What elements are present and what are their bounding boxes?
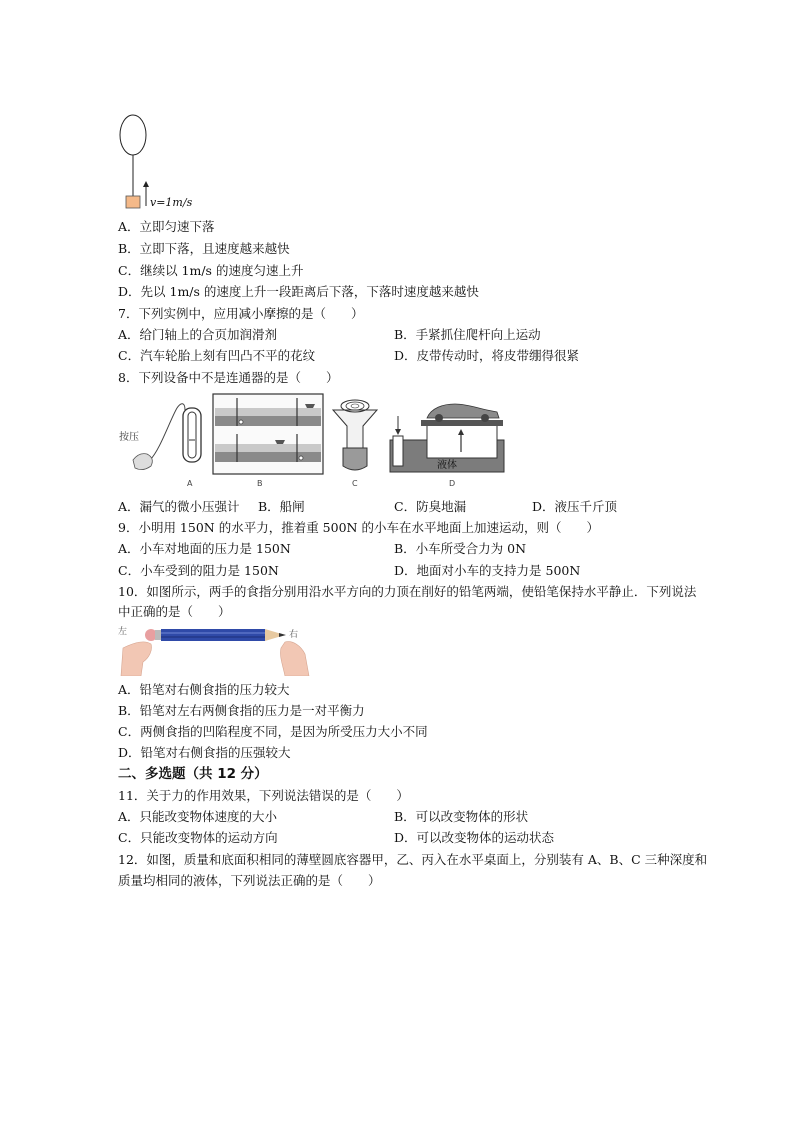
pencil-figure — [115, 622, 315, 676]
q6-option-d: D．先以 1m/s 的速度上升一段距离后下落，下落时速度越来越快 — [118, 284, 479, 299]
q12-stem-line2: 质量均相同的液体，下列说法正确的是（ ） — [118, 873, 381, 888]
q9-option-c: C．小车受到的阻力是 150N — [118, 563, 279, 578]
q6-option-a: A．立即匀速下落 — [118, 219, 215, 234]
q8-option-c: C．防臭地漏 — [394, 499, 467, 514]
q10-stem-line2: 中正确的是（ ） — [118, 604, 231, 619]
q10-stem-line1: 10．如图所示，两手的食指分别用沿水平方向的力顶在削好的铅笔两端，使铅笔保持水平静止．下列说法 — [118, 584, 697, 599]
q11-option-d: D．可以改变物体的运动状态 — [394, 830, 555, 845]
q10-option-b: B．铅笔对左右两侧食指的压力是一对平衡力 — [118, 703, 365, 718]
q8-option-b: B．船闸 — [258, 499, 305, 514]
q8-stem: 8．下列设备中不是连通器的是（ ） — [118, 370, 339, 385]
q11-option-a: A．只能改变物体速度的大小 — [118, 809, 278, 824]
q10-option-d: D．铅笔对右侧食指的压强较大 — [118, 745, 291, 760]
liquid-label: 液体 — [437, 460, 457, 471]
ship-lock-diagram — [213, 394, 323, 474]
q6-option-c: C．继续以 1m/s 的速度匀速上升 — [118, 263, 304, 278]
velocity-arrow-head — [143, 181, 149, 187]
fig-letter-d: D — [449, 479, 456, 488]
q6-option-b: B．立即下落，且速度越来越快 — [118, 241, 290, 256]
q11-stem: 11．关于力的作用效果，下列说法错误的是（ ） — [118, 788, 409, 803]
fig-letter-c: C — [352, 479, 358, 488]
q9-option-b: B．小车所受合力为 0N — [394, 541, 527, 556]
section-title: 二、多选题（共 12 分） — [118, 766, 268, 782]
q12-stem-line1: 12．如图，质量和底面积相同的薄壁圆底容器甲，乙、丙入在水平桌面上，分别装有 A、B、C 三种深度和 — [118, 852, 708, 867]
pencil-ferrule — [155, 630, 161, 640]
left-label: 左 — [118, 627, 128, 637]
q7-option-a: A．给门轴上的合页加润滑剂 — [118, 327, 278, 342]
balloon-shape — [120, 115, 146, 155]
pencil-body — [161, 629, 265, 641]
q10-option-a: A．铅笔对右侧食指的压力较大 — [118, 682, 290, 697]
q11-option-b: B．可以改变物体的形状 — [394, 809, 529, 824]
q7-stem: 7．下列实例中，应用减小摩擦的是（ ） — [118, 306, 364, 321]
fig-letter-a: A — [187, 479, 193, 488]
q8-figure — [115, 390, 515, 490]
q7-option-d: D．皮带传动时，将皮带绷得很紧 — [394, 348, 580, 363]
q11-option-c: C．只能改变物体的运动方向 — [118, 830, 278, 845]
q7-option-c: C．汽车轮胎上刻有凹凸不平的花纹 — [118, 348, 316, 363]
press-label: 按压 — [119, 432, 139, 443]
left-finger — [121, 642, 152, 676]
right-label: 右 — [289, 630, 299, 640]
q9-option-d: D．地面对小车的支持力是 500N — [394, 563, 581, 578]
fig-letter-b: B — [257, 479, 263, 488]
q8-option-d: D．液压千斤顶 — [532, 499, 618, 514]
q8-option-a: A．漏气的微小压强计 — [118, 499, 240, 514]
floor-drain-diagram — [333, 400, 377, 470]
q10-option-c: C．两侧食指的凹陷程度不同，是因为所受压力大小不同 — [118, 724, 428, 739]
hanging-object — [126, 196, 140, 208]
q7-option-b: B．手紧抓住爬杆向上运动 — [394, 327, 541, 342]
right-finger — [280, 642, 309, 676]
q9-option-a: A．小车对地面的压力是 150N — [118, 541, 291, 556]
q9-stem: 9．小明用 150N 的水平力，推着重 500N 的小车在水平地面上加速运动，则（ ） — [118, 520, 599, 535]
pressure-gauge-diagram — [133, 404, 201, 470]
velocity-label: v=1m/s — [150, 196, 193, 209]
